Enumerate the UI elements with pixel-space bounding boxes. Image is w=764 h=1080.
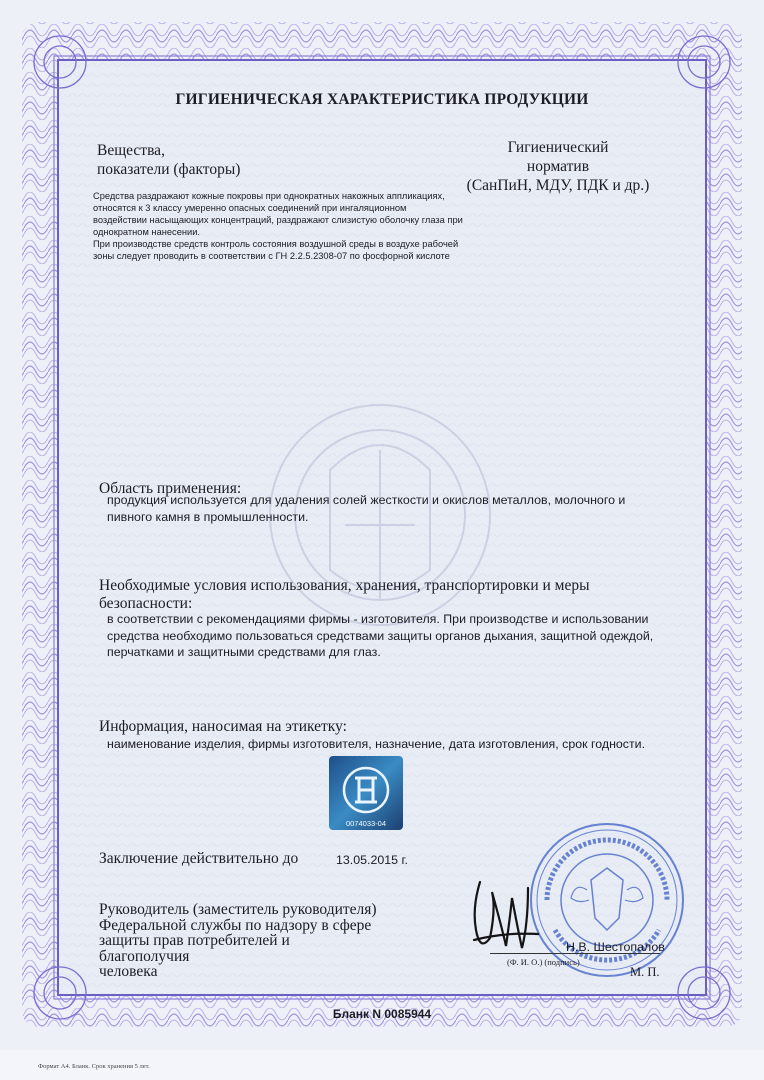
official-stamp xyxy=(527,820,687,980)
conditions-heading: Необходимые условия использования, хранения, транспортировки и меры безопасности: xyxy=(99,577,590,612)
scope-heading: Область применения: xyxy=(99,480,242,497)
blank-number: Бланк N 0085944 xyxy=(332,1007,432,1021)
signature-line xyxy=(490,953,660,954)
substances-label: Вещества, показатели (факторы) xyxy=(97,142,241,178)
fio-caption: (Ф. И. О.) (подпись) xyxy=(507,957,580,967)
signature xyxy=(466,868,542,960)
hologram-sticker xyxy=(329,756,403,830)
document-title: ГИГИЕНИЧЕСКАЯ ХАРАКТЕРИСТИКА ПРОДУКЦИИ xyxy=(175,91,589,108)
label-info-heading: Информация, наносимая на этикетку: xyxy=(99,718,347,735)
validity-label: Заключение действительно до xyxy=(99,850,299,867)
hazard-text: Средства раздражают кожные покровы при однократных накожных аппликациях, относятся к 3 классу умеренно опасных соединений при ингаляционном воздействии насыщающих концентраций, раздражают слизистую оболочку глаза при однократном нанесении. При производстве средств контроль состояния воздушной среды в воздухе рабочей зоны следует проводить в соответствии с ГН 2.2.5.2308-07 по фосфорной кислоте xyxy=(93,191,463,261)
signer-name: Н.В. Шестопалов xyxy=(566,940,665,954)
signatory-title: Руководитель (заместитель руководителя) Федеральной службы по надзору в сфере защиты прав потребителей и благополучия человека xyxy=(99,901,377,980)
stamp-place-label: М. П. xyxy=(630,965,660,979)
hologram-code: 0074033-04 xyxy=(345,819,387,828)
validity-date: 13.05.2015 г. xyxy=(336,853,408,867)
norm-label: Гигиенический норматив (СанПиН, МДУ, ПДК и др.) xyxy=(466,139,650,194)
conditions-text: в соответствии с рекомендациями фирмы - изготовителя. При производстве и использовании средства необходимо пользоваться средствами защиты органов дыхания, защитной одеждой, перчатками и защитными средствами для глаз. xyxy=(107,612,654,659)
footer-note: Формат А4. Бланк. Срок хранения 5 лет. xyxy=(38,1063,150,1070)
scope-text: продукция используется для удаления солей жесткости и окислов металлов, молочного и пивного камня в промышленности. xyxy=(107,493,626,524)
label-info-text: наименование изделия, фирмы изготовителя, назначение, дата изготовления, срок годности. xyxy=(107,737,646,751)
